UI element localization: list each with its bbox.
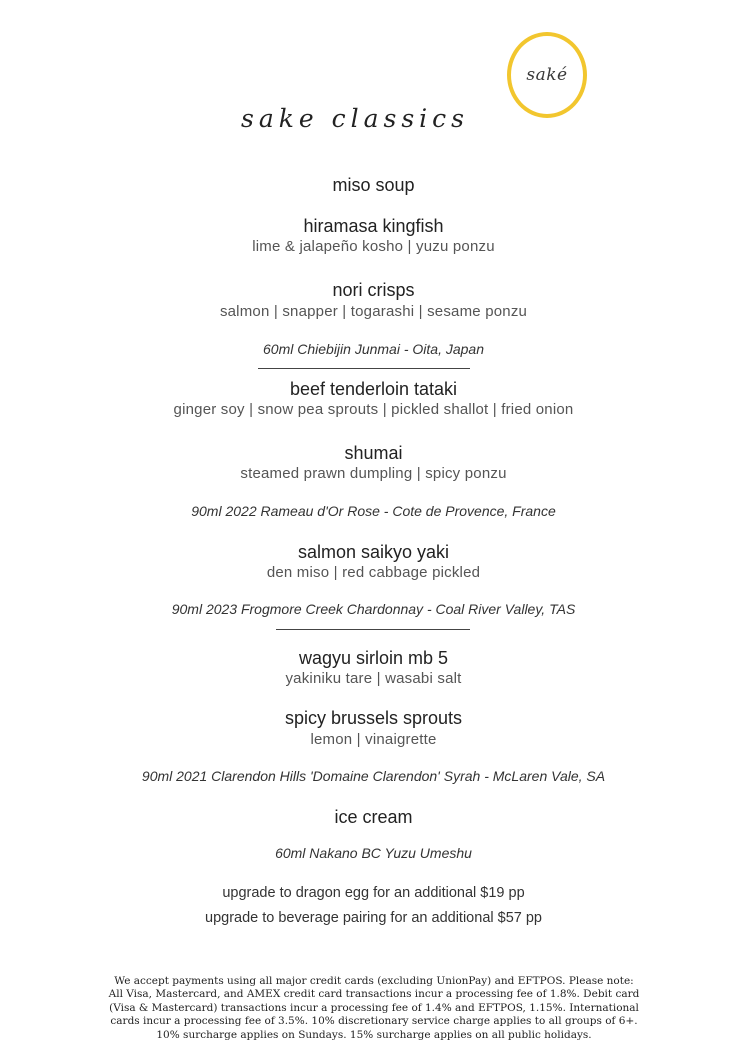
dish-name: beef tenderloin tataki bbox=[289, 379, 458, 399]
dish-name: ice cream bbox=[334, 807, 413, 827]
dish-name: spicy brussels sprouts bbox=[284, 708, 463, 728]
pairing-line: 90ml 2022 Rameau d'Or Rose - Cote de Provence, France bbox=[191, 503, 556, 519]
dish-name: shumai bbox=[344, 443, 403, 463]
dish-description: steamed prawn dumpling | spicy ponzu bbox=[240, 465, 507, 482]
dish-description: lime & jalapeño kosho | yuzu ponzu bbox=[252, 238, 495, 255]
section-divider bbox=[258, 368, 470, 369]
section-divider bbox=[276, 629, 470, 630]
pairing-line: 60ml Chiebijin Junmai - Oita, Japan bbox=[263, 341, 484, 357]
dish-name: nori crisps bbox=[332, 280, 415, 300]
dish-description: den miso | red cabbage pickled bbox=[266, 564, 481, 581]
dish-description: salmon | snapper | togarashi | sesame ponzu bbox=[219, 303, 528, 320]
pairing-line: 90ml 2021 Clarendon Hills 'Domaine Clarendon' Syrah - McLaren Vale, SA bbox=[141, 768, 606, 784]
upgrade-beverage-pairing: upgrade to beverage pairing for an additional $57 pp bbox=[205, 910, 542, 926]
logo-text: saké bbox=[526, 65, 568, 85]
pairing-line: 90ml 2023 Frogmore Creek Chardonnay - Coal River Valley, TAS bbox=[171, 601, 576, 617]
pairing-line: 60ml Nakano BC Yuzu Umeshu bbox=[275, 845, 472, 861]
dish-name: salmon saikyo yaki bbox=[297, 542, 450, 562]
upgrade-dragon-egg: upgrade to dragon egg for an additional $19 pp bbox=[222, 885, 525, 901]
dish-name: wagyu sirloin mb 5 bbox=[298, 648, 449, 668]
payment-note: We accept payments using all major credit cards (excluding UnionPay) and EFTPOS. Please note: All Visa, Mastercard, and AMEX credit card transactions incur a processing fee of 1.8%. Debit card (Visa & Mastercard) transactions incur a processing fee of 1.4% and EFTPOS, 1.15%. International cards incur a processing fee of 3.5%. 10% discretionary service charge applies to all groups of 6+. 10% surcharge applies on Sundays. 15% surcharge applies on all public holidays. bbox=[108, 974, 640, 1041]
dish-description: ginger soy | snow pea sprouts | pickled shallot | fried onion bbox=[173, 401, 574, 418]
dish-name: hiramasa kingfish bbox=[303, 216, 444, 236]
dish-name: miso soup bbox=[332, 175, 415, 195]
dish-description: yakiniku tare | wasabi salt bbox=[285, 670, 462, 687]
menu-title: sake classics bbox=[240, 104, 469, 133]
dish-description: lemon | vinaigrette bbox=[310, 731, 437, 748]
